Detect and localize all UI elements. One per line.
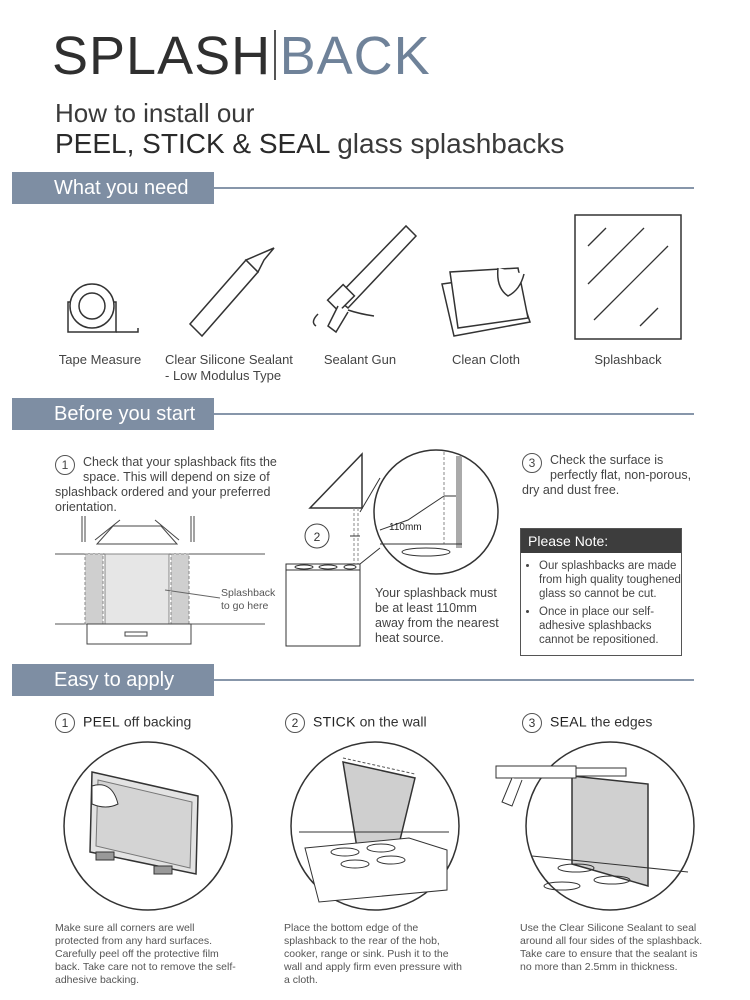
brand-logo bbox=[52, 26, 431, 86]
apply-step2-title bbox=[285, 713, 427, 733]
sealant-gun-icon bbox=[308, 222, 423, 342]
item-label-cloth: Clean Cloth bbox=[452, 352, 520, 367]
section-what-you-need: What you need bbox=[12, 172, 214, 204]
brand-part2: BACK bbox=[279, 26, 431, 86]
step-bold: SEAL bbox=[550, 713, 587, 730]
glass-panel-icon bbox=[574, 214, 684, 342]
step-number: 3 bbox=[522, 453, 542, 473]
apply-step1-text: Make sure all corners are well protected from any hard surfaces. Carefully peel off the protective film back. Take care not to remove the self-adhesive backing. bbox=[55, 922, 236, 986]
step-number: 2 bbox=[313, 530, 321, 544]
header-bold: PEEL, STICK & SEAL bbox=[55, 128, 330, 159]
header-line1: How to install our bbox=[55, 98, 255, 128]
before-step3 bbox=[522, 453, 697, 498]
item-label-sealant: Clear Silicone Sealant - Low Modulus Type bbox=[165, 352, 293, 383]
apply-step3-title bbox=[522, 713, 652, 733]
apply-step3-text: Use the Clear Silicone Sealant to seal around all four sides of the splashback. Take care to ensure that the sealant is no more than 2.5mm in thickness. bbox=[520, 922, 703, 973]
header-line2 bbox=[55, 128, 564, 160]
before-step2-text: Your splashback must be at least 110mm away from the nearest heat source. bbox=[375, 586, 499, 645]
before-step1-text: Check that your splashback fits the space. This will depend on size of splashback ordered and your preferred orientation. bbox=[55, 455, 277, 514]
step-number: 1 bbox=[55, 455, 75, 475]
section-rule bbox=[214, 187, 694, 189]
step-number: 2 bbox=[285, 713, 305, 733]
step-rest: off backing bbox=[120, 713, 192, 730]
measure-label: 110mm bbox=[389, 522, 422, 533]
note-item: • Once in place our self-adhesive splashbacks cannot be repositioned. bbox=[539, 605, 681, 647]
splashback-label: Splashback to go here bbox=[221, 587, 276, 612]
section-before-you-start: Before you start bbox=[12, 398, 214, 430]
item-label-splashback: Splashback bbox=[594, 352, 662, 367]
space-check-diagram bbox=[55, 512, 265, 647]
sealant-tube-icon bbox=[186, 246, 281, 341]
step-bold: PEEL bbox=[83, 713, 120, 730]
apply-step1-title bbox=[55, 713, 191, 733]
stick-illustration bbox=[289, 740, 461, 912]
section-rule bbox=[214, 413, 694, 415]
before-step1 bbox=[55, 455, 305, 515]
apply-step2-text: Place the bottom edge of the splashback to the rear of the hob, cooker, range or sink. Push it to the wall and apply firm even pressure with a cloth. bbox=[284, 922, 462, 986]
note-title: Please Note: bbox=[521, 529, 681, 553]
item-label-tape: Tape Measure bbox=[58, 352, 142, 367]
brand-part1: SPLASH bbox=[52, 26, 272, 86]
cloth-icon bbox=[438, 266, 533, 338]
header-rest: glass splashbacks bbox=[329, 128, 565, 159]
please-note-box bbox=[520, 528, 682, 656]
section-rule bbox=[214, 679, 694, 681]
peel-illustration bbox=[62, 740, 234, 912]
step-number: 1 bbox=[55, 713, 75, 733]
section-easy-to-apply: Easy to apply bbox=[12, 664, 214, 696]
tape-measure-icon bbox=[62, 284, 142, 340]
item-label-gun: Sealant Gun bbox=[323, 352, 397, 367]
step-rest: on the wall bbox=[355, 713, 427, 730]
note-item: • Our splashbacks are made from high quality toughened glass so cannot be cut. bbox=[539, 559, 681, 601]
step-number: 3 bbox=[522, 713, 542, 733]
step-bold: STICK bbox=[313, 713, 356, 730]
seal-illustration bbox=[492, 740, 692, 912]
before-step3-text: Check the surface is perfectly flat, non-porous, dry and dust free. bbox=[522, 453, 692, 497]
step-rest: the edges bbox=[587, 713, 653, 730]
